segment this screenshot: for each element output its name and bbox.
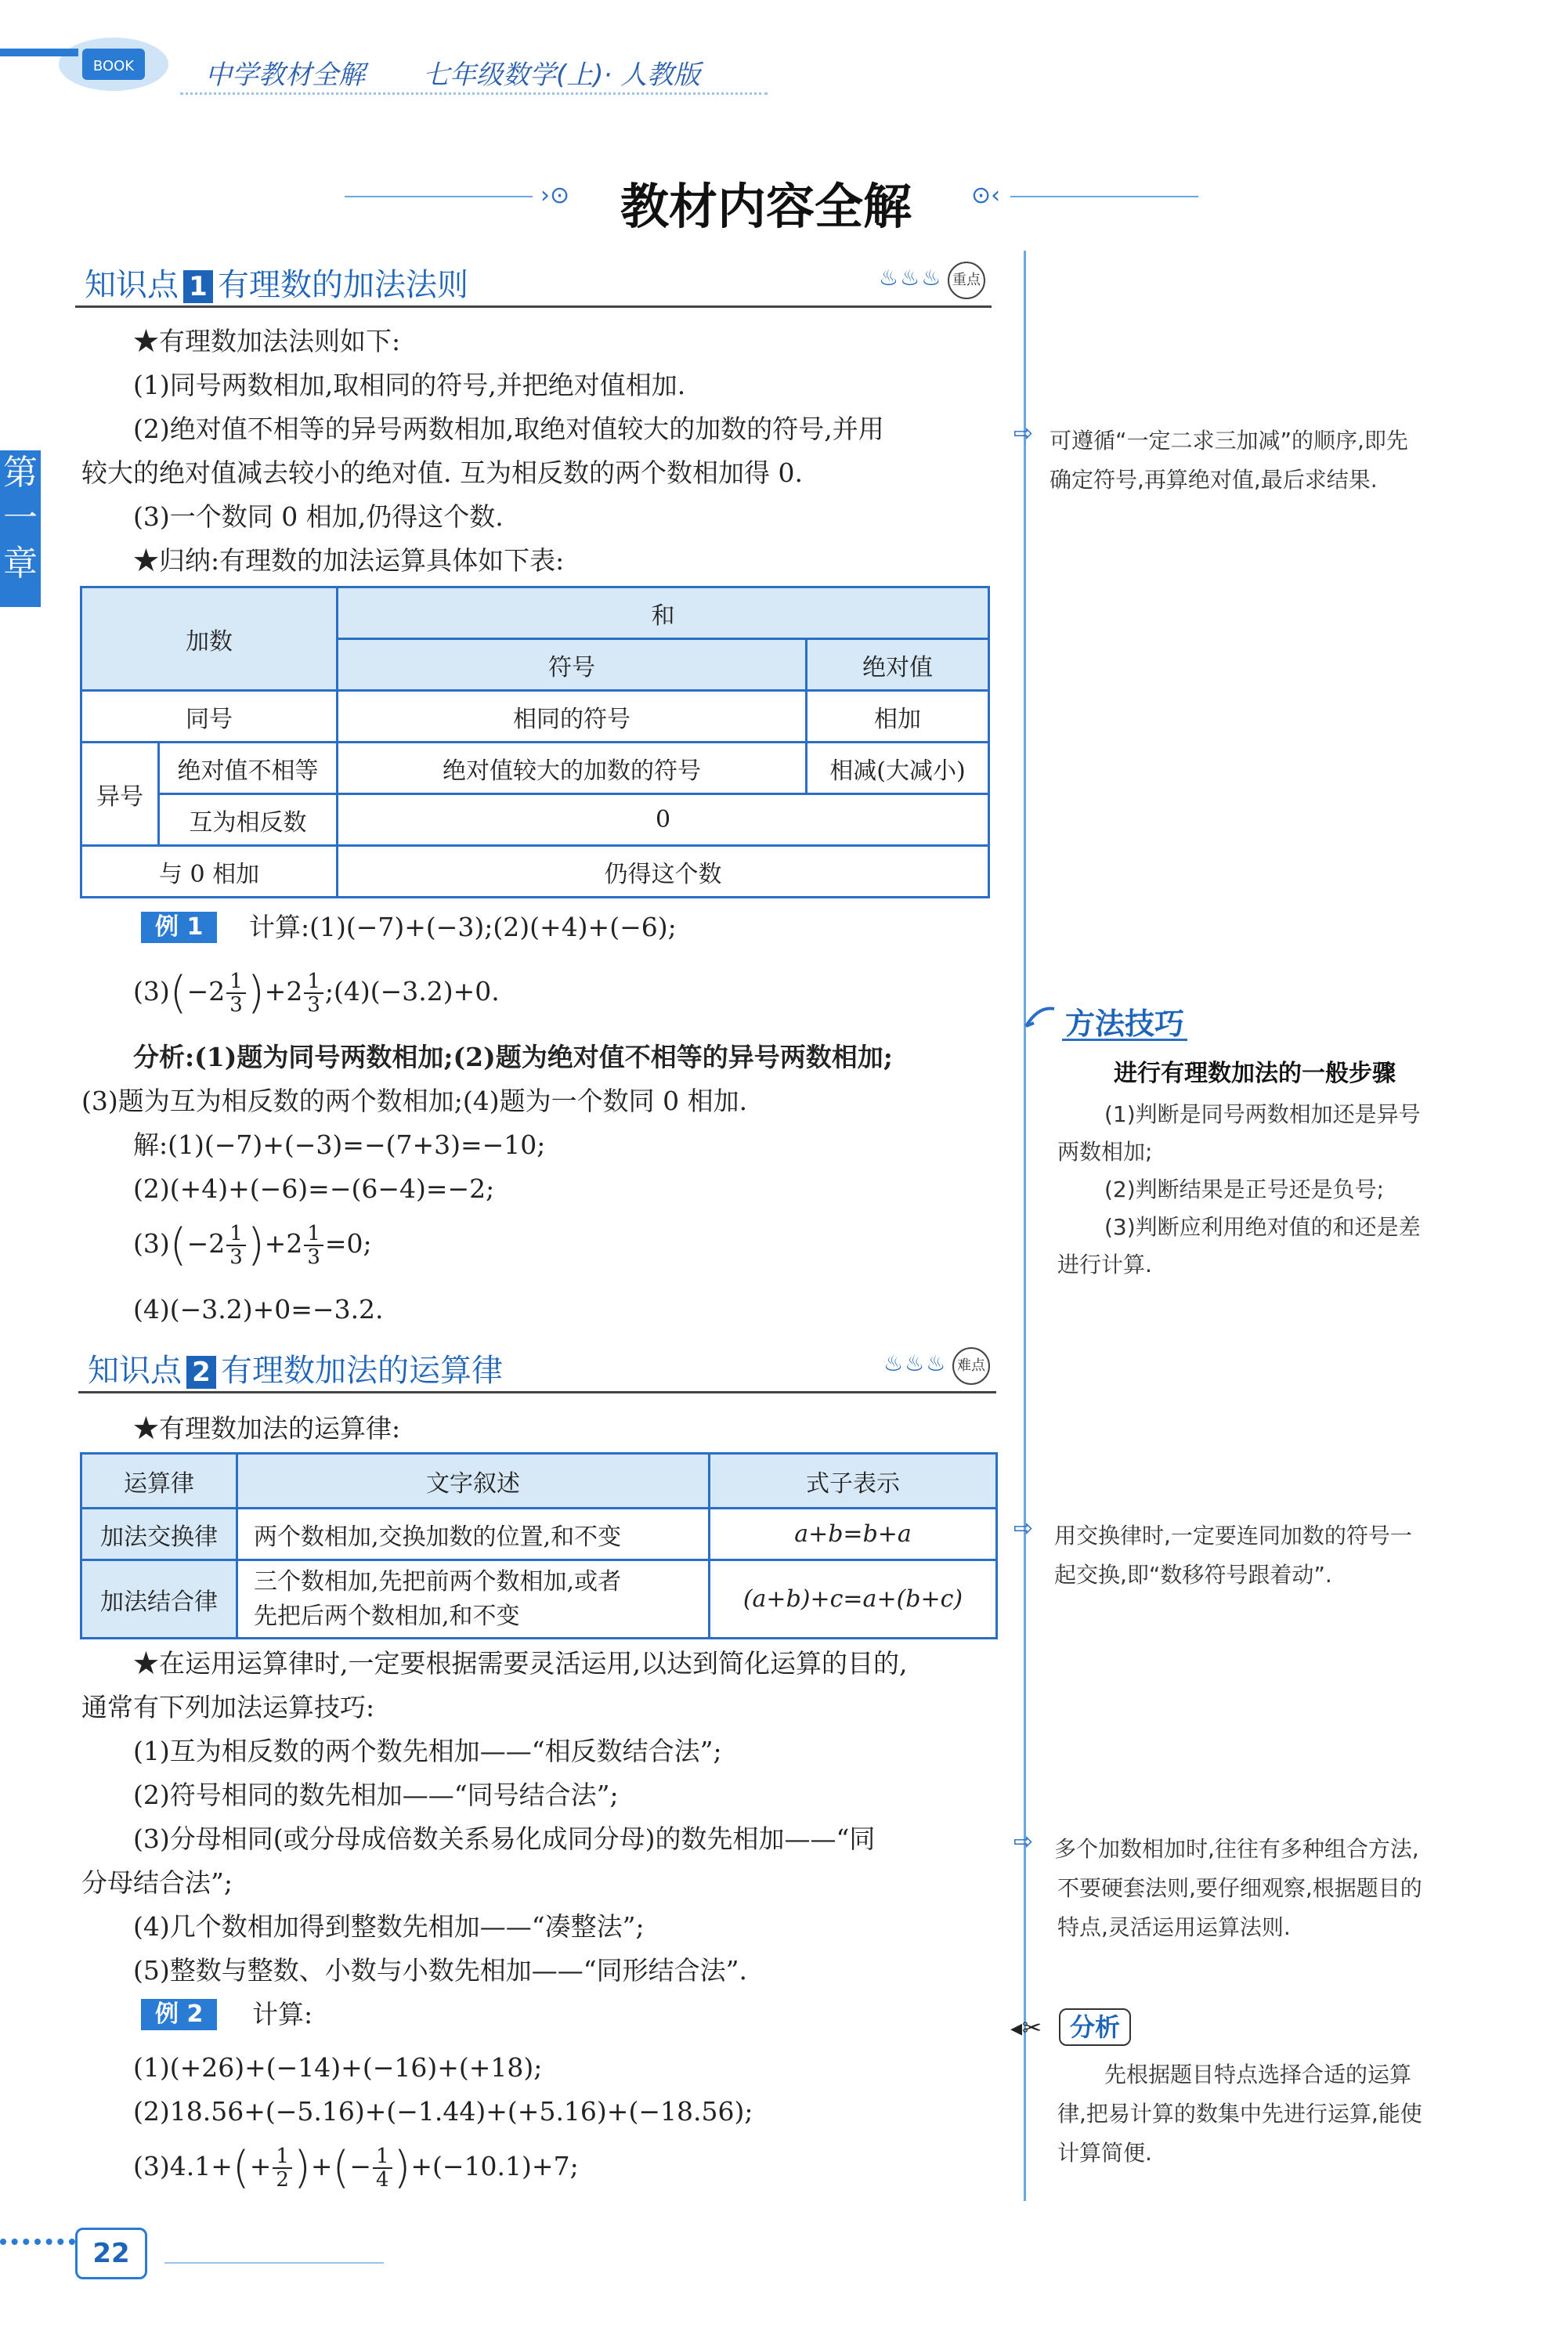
- analysis-title: 分析: [1059, 2008, 1131, 2046]
- example1-solution: (4)(−3.2)+0=−3.2.: [133, 1294, 384, 1325]
- example1-analysis: (3)题为互为相反数的两个数相加;(4)题为一个数同 0 相加.: [81, 1086, 748, 1116]
- analysis-line: 律,把易计算的数集中先进行运算,能使: [1057, 2101, 1422, 2127]
- analysis-scissors-icon: ◂✂: [1010, 2015, 1042, 2042]
- method-underline: [1062, 1039, 1187, 1041]
- method-line: 进行计算.: [1057, 1252, 1152, 1278]
- note-arrow-icon: ⇨: [1013, 1515, 1034, 1542]
- title-arrow-left-icon: ›⊙: [540, 182, 570, 209]
- kp2-line: 通常有下列加法运算技巧:: [81, 1692, 375, 1722]
- method-heading: 进行有理数加法的一般步骤: [1114, 1060, 1396, 1087]
- side-note-3: 特点,灵活运用运算法则.: [1057, 1914, 1291, 1940]
- th-sum: 和: [338, 587, 989, 639]
- chapter-tab-char: 章: [3, 544, 38, 584]
- example1-question-2: (3)(−2 $\frac{1}{3}$ )+2 $\frac{1}{3}$ ;(4)(−3.2)+0.: [133, 967, 500, 1018]
- kp2-line: 分母结合法”;: [81, 1867, 233, 1898]
- side-note-3: 多个加数相加时,往往有多种组合方法,: [1054, 1836, 1419, 1862]
- chapter-tab-char: 第: [3, 453, 38, 493]
- side-note-1: 确定符号,再算绝对值,最后求结果.: [1050, 467, 1378, 493]
- kp1-label: 知识点: [85, 267, 179, 303]
- td-law-1: 加法交换律: [81, 1509, 237, 1560]
- method-line: (2)判断结果是正号还是负号;: [1104, 1176, 1385, 1202]
- kp2-intro: ★有理数加法的运算律:: [133, 1413, 401, 1444]
- method-line: 两数相加;: [1057, 1139, 1153, 1165]
- example1-solution: (3)(−2 $\frac{1}{3}$ )+2 $\frac{1}{3}$ =0;: [133, 1220, 372, 1270]
- kp2-line: (2)符号相同的数先相加——“同号结合法”;: [133, 1780, 619, 1810]
- analysis-line: 计算简便.: [1057, 2140, 1152, 2166]
- example1-solution: 解:(1)(−7)+(−3)=−(7+3)=−10;: [133, 1129, 546, 1160]
- kp1-line: ★归纳:有理数的加法运算具体如下表:: [133, 545, 565, 576]
- td-same-sign: 相同的符号: [338, 691, 807, 743]
- kp2-badge: 难点: [952, 1347, 990, 1385]
- example2-question: (2)18.56+(−5.16)+(−1.44)+(+5.16)+(−18.56);: [133, 2096, 753, 2127]
- note-arrow-icon: ⇨: [1013, 420, 1034, 447]
- example2-question: (1)(+26)+(−14)+(−16)+(+18);: [133, 2052, 543, 2083]
- example2-question: (3)4.1+(+ $\frac{1}{2}$ )+(− $\frac{1}{4}$ )+(−10.1)+7;: [133, 2142, 579, 2193]
- method-title: 方法技巧: [1065, 1007, 1185, 1041]
- td-form-2: (a+b)+c=a+(b+c): [710, 1560, 997, 1639]
- th-sign: 符号: [338, 639, 807, 691]
- addition-rules-table: [80, 586, 990, 898]
- addition-laws-table: [80, 1452, 998, 1639]
- side-note-3: 不要硬套法则,要仔细观察,根据题目的: [1057, 1875, 1422, 1901]
- example1-solution: (2)(+4)+(−6)=−(6−4)=−2;: [133, 1173, 495, 1204]
- header-rule: [0, 49, 78, 56]
- kp1-difficulty-icon: ♨♨♨: [879, 265, 943, 291]
- td-law-2: 加法结合律: [81, 1560, 237, 1639]
- kp1-line: ★有理数加法法则如下:: [133, 326, 401, 356]
- kp2-line: (1)互为相反数的两个数先相加——“相反数结合法”;: [133, 1736, 722, 1766]
- td-zero: 与 0 相加: [81, 846, 338, 898]
- kp2-line: (4)几个数相加得到整数先相加——“凑整法”;: [133, 1911, 645, 1942]
- kp2-line: (5)整数与整数、小数与小数先相加——“同形结合法”.: [133, 1955, 747, 1986]
- kp2-difficulty-icon: ♨♨♨: [883, 1350, 948, 1376]
- kp2-title: 有理数加法的运算律: [221, 1353, 503, 1389]
- td-neq-abs: 相减(大减小): [807, 743, 989, 794]
- td-zero-val: 仍得这个数: [338, 846, 989, 898]
- td-diff: 异号: [81, 743, 159, 846]
- svg-text:BOOK: BOOK: [92, 58, 135, 74]
- example2-prompt: 计算:: [252, 1999, 313, 2029]
- td-neq-sign: 绝对值较大的加数的符号: [338, 743, 807, 794]
- kp1-title: 有理数的加法法则: [218, 267, 468, 303]
- example1-analysis: 分析:(1)题为同号两数相加;(2)题为绝对值不相等的异号两数相加;: [133, 1042, 893, 1072]
- kp2-underline: [78, 1391, 996, 1393]
- header-logo: [55, 31, 172, 94]
- note-arrow-icon: ⇨: [1013, 1828, 1034, 1856]
- kp2-number: 2: [186, 1356, 216, 1389]
- chapter-tab: [0, 450, 41, 607]
- side-note-2: 用交换律时,一定要连同加数的符号一: [1054, 1523, 1412, 1549]
- title-arrow-right-icon: ⊙‹: [971, 182, 1001, 209]
- td-form-1: a+b=b+a: [710, 1509, 997, 1560]
- kp1-line: 较大的绝对值减去较小的绝对值. 互为相反数的两个数相加得 0.: [81, 457, 803, 488]
- kp1-badge: 重点: [948, 262, 985, 299]
- example1-label: 例 1: [141, 912, 217, 943]
- kp1-heading: [85, 260, 468, 305]
- header-book-title: 中学教材全解: [205, 60, 365, 91]
- kp2-line: (3)分母相同(或分母成倍数关系易化成同分母)的数先相加——“同: [133, 1823, 876, 1854]
- chapter-tab-char: 一: [3, 498, 38, 538]
- example1-question-1: 计算:(1)(−7)+(−3);(2)(+4)+(−6);: [249, 912, 677, 942]
- td-opp: 互为相反数: [159, 794, 338, 846]
- kp1-number: 1: [183, 270, 213, 303]
- kp1-line: (3)一个数同 0 相加,仍得这个数.: [133, 501, 504, 532]
- example2-label: 例 2: [141, 1999, 217, 2030]
- th-abs: 绝对值: [807, 639, 989, 691]
- th-form: 式子表示: [710, 1454, 997, 1509]
- td-desc-2: 三个数相加,先把前两个数相加,或者 先把后两个数相加,和不变: [237, 1560, 710, 1639]
- column-divider: [1024, 251, 1026, 2201]
- title-rule-left: [345, 196, 533, 197]
- th-desc: 文字叙述: [237, 1454, 710, 1509]
- th-law: 运算律: [81, 1454, 237, 1509]
- kp1-line: (1)同号两数相加,取相同的符号,并把绝对值相加.: [133, 370, 686, 400]
- analysis-line: 先根据题目特点选择合适的运算: [1104, 2062, 1412, 2087]
- side-note-1: 可遵循“一定二求三加减”的顺序,即先: [1050, 428, 1408, 454]
- kp2-label: 知识点: [88, 1353, 182, 1389]
- td-neq: 绝对值不相等: [159, 743, 338, 794]
- side-note-2: 起交换,即“数移符号跟着动”.: [1054, 1562, 1332, 1588]
- td-same: 同号: [81, 691, 338, 743]
- page-number: 22: [75, 2228, 147, 2279]
- footer-rule: [164, 2262, 384, 2264]
- kp2-line: ★在运用运算律时,一定要根据需要灵活运用,以达到简化运算的目的,: [133, 1648, 908, 1679]
- td-same-abs: 相加: [807, 691, 989, 743]
- kp1-underline: [75, 305, 992, 308]
- footer-dots: [0, 2239, 75, 2245]
- title-rule-right: [1010, 196, 1198, 197]
- th-addend: 加数: [81, 587, 338, 691]
- method-pen-icon: [1023, 1003, 1057, 1031]
- method-line: (1)判断是同号两数相加还是异号: [1104, 1101, 1421, 1127]
- td-desc-1: 两个数相加,交换加数的位置,和不变: [237, 1509, 710, 1560]
- method-line: (3)判断应利用绝对值的和还是差: [1104, 1214, 1421, 1240]
- kp2-heading: [88, 1346, 503, 1390]
- header-subject: 七年级数学(上)· 人教版: [423, 60, 701, 91]
- header-dots: [180, 92, 768, 95]
- page-title: 教材内容全解: [620, 178, 912, 235]
- td-opp-val: 0: [338, 794, 989, 846]
- kp1-line: (2)绝对值不相等的异号两数相加,取绝对值较大的加数的符号,并用: [133, 414, 884, 444]
